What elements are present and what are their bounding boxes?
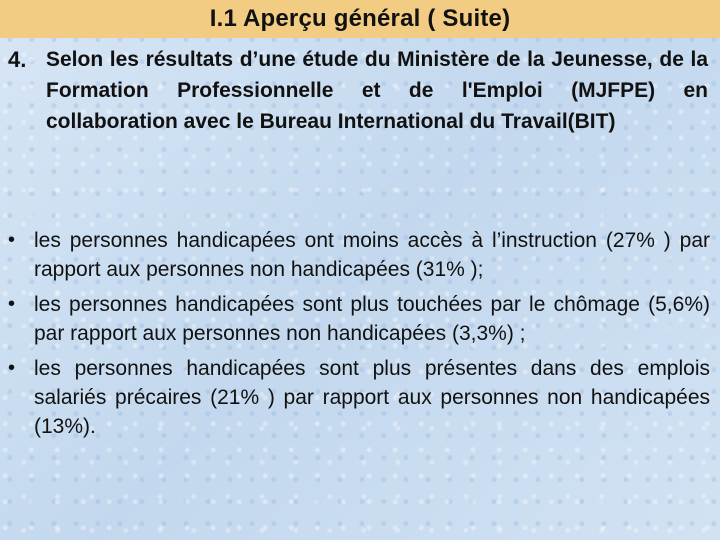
- bullet-text: les personnes handicapées sont plus touchées par le chômage (5,6%) par rapport aux personnes non handicapées (3,3%) ;: [34, 293, 710, 345]
- title-bar: [0, 0, 720, 38]
- bullet-icon: •: [8, 229, 16, 251]
- bullet-icon: •: [8, 293, 16, 315]
- bullet-text: les personnes handicapées sont plus présentes dans des emplois salariés précaires (21% ) par rapport aux personnes non handicapées (13%).: [34, 357, 710, 438]
- bullet-text: les personnes handicapées ont moins accès à l’instruction (27% ) par rapport aux personnes non handicapées (31% );: [34, 229, 710, 281]
- bullet-item: [8, 354, 710, 441]
- bullet-icon: •: [8, 357, 16, 379]
- bullet-item: [8, 290, 710, 348]
- slide-title: I.1 Aperçu général ( Suite): [209, 5, 511, 32]
- intro-text: Selon les résultats d’une étude du Ministère de la Jeunesse, de la Formation Professionnelle et de l'Emploi (MJFPE) en collaboration avec le Bureau International du Travail(BIT): [46, 48, 708, 133]
- bullet-item: [8, 226, 710, 284]
- intro-number: 4.: [8, 47, 27, 72]
- bullet-list: [8, 226, 710, 447]
- intro-paragraph: [8, 44, 708, 137]
